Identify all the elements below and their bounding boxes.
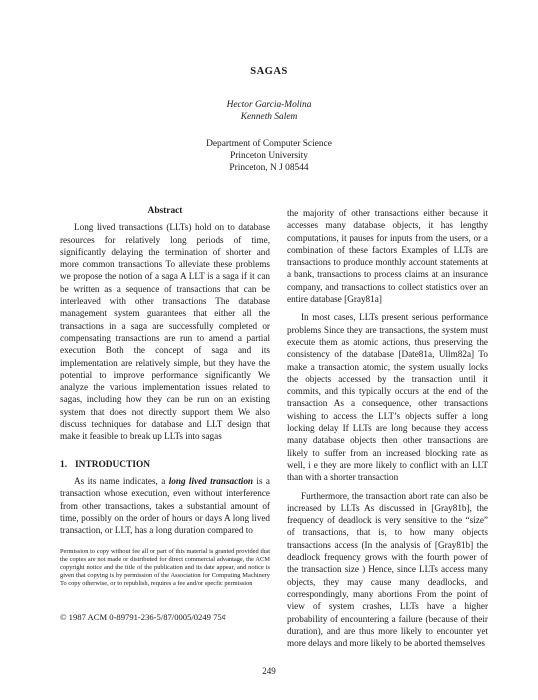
- intro-text-start: As its name indicates, a: [74, 475, 169, 486]
- left-column: [60, 205, 270, 536]
- permission-notice: Permission to copy without fee all or part of this material is granted provided that the copies are not made or distributed for direct commercial advantage, the ACM copyright notice and the title of the publication and its date appear, and notice is given that copying is by permission of the Association for Computing Machinery To copy otherwise, or to republish, requires a fee and/or specfic permission: [60, 548, 270, 587]
- right-column: [287, 207, 488, 649]
- section-heading: [60, 459, 270, 471]
- affiliation-line: Princeton University: [230, 151, 308, 162]
- page-number: 249: [262, 666, 276, 676]
- body-paragraph: the majority of other transactions either because it accesses many database objects, it has lengthy computations, it pauses for inputs from the users, or a combination of these factors Examples of LLTs are transactions to produce monthly account statements at a bank, transactions to process claims at an insurance company, and transactions to collect statistics over an entire database [Gray81a]: [287, 208, 488, 305]
- affiliation-line: Princeton, N J 08544: [229, 163, 309, 174]
- paper-title: SAGAS: [250, 66, 288, 77]
- section-title: INTRODUCTION: [75, 459, 151, 470]
- intro-text-rest: is a transaction whose execution, even without interference from other transactions, takes a substantial amount of time, possibly on the order of hours or days A long lived transaction, or LLT, has a long duration compared to: [60, 475, 270, 536]
- abstract-heading: Abstract: [147, 206, 183, 216]
- intro-paragraph: [60, 475, 270, 536]
- abstract-text: Long lived transactions (LLTs) hold on to database resources for relatively long periods of time, significantly delaying the termination of shorter and more common transactions To alleviate these problems we propose the notion of a saga A LLT is a saga if it can be written as a sequence of transactions that can be interleaved with other transactions The database management system guarantees that either all the transactions in a saga are successfully completed or compensating transactions are run to amend a partial execution Both the concept of saga and its implementation are relatively simple, but they have the potential to improve performance significantly We analyze the various implementation issues related to sagas, including how they can be run on an existing system that does not directly support them We also discuss techniques for database and LLT design that make it feasible to break up LLTs into sagas: [60, 222, 270, 442]
- author-name: Hector Garcia-Molina: [226, 100, 312, 110]
- intro-term: long lived transaction: [168, 475, 254, 486]
- affiliation-line: Department of Computer Science: [206, 139, 332, 149]
- body-paragraph: In most cases, LLTs present serious performance problems Since they are transactions, the system must execute them as atomic actions, thus preserving the consistency of the database [Date81a, Ullm82a] To make a transaction atomic, the system usually locks the objects accessed by the transaction until it commits, and this typically occurs at the end of the transaction As a consequence, other transactions wishing to access the LLT’s objects suffer a long locking delay If LLTs are long because they access many database objects then other transactions are likely to suffer from an increased blocking rate as well, i e they are more likely to conflict with an LLT than with a shorter transaction: [287, 312, 488, 483]
- body-paragraph: Furthermore, the transaction abort rate can also be increased by LLTs As discussed in [Gray81b], the frequency of deadlock is very sensitive to the “size” of transactions, that is, to how many objects transactions access (In the analysis of [Gray81b] the deadlock frequency grows with the fourth power of the transaction size ) Hence, since LLTs access many objects, they may cause many deadlocks, and correspondingly, many abortions From the point of view of system crashes, LLTs have a higher probability of encountering a failure (because of their duration), and are thus more likely to encounter yet more delays and more likely to be aborted themselves: [287, 490, 488, 649]
- affiliation: [0, 138, 538, 175]
- section-number: 1.: [60, 459, 68, 470]
- author-list: [0, 99, 538, 123]
- copyright-line: © 1987 ACM 0-89791-236-5/87/0005/0249 75¢: [60, 612, 226, 622]
- author-name: Kenneth Salem: [240, 112, 298, 122]
